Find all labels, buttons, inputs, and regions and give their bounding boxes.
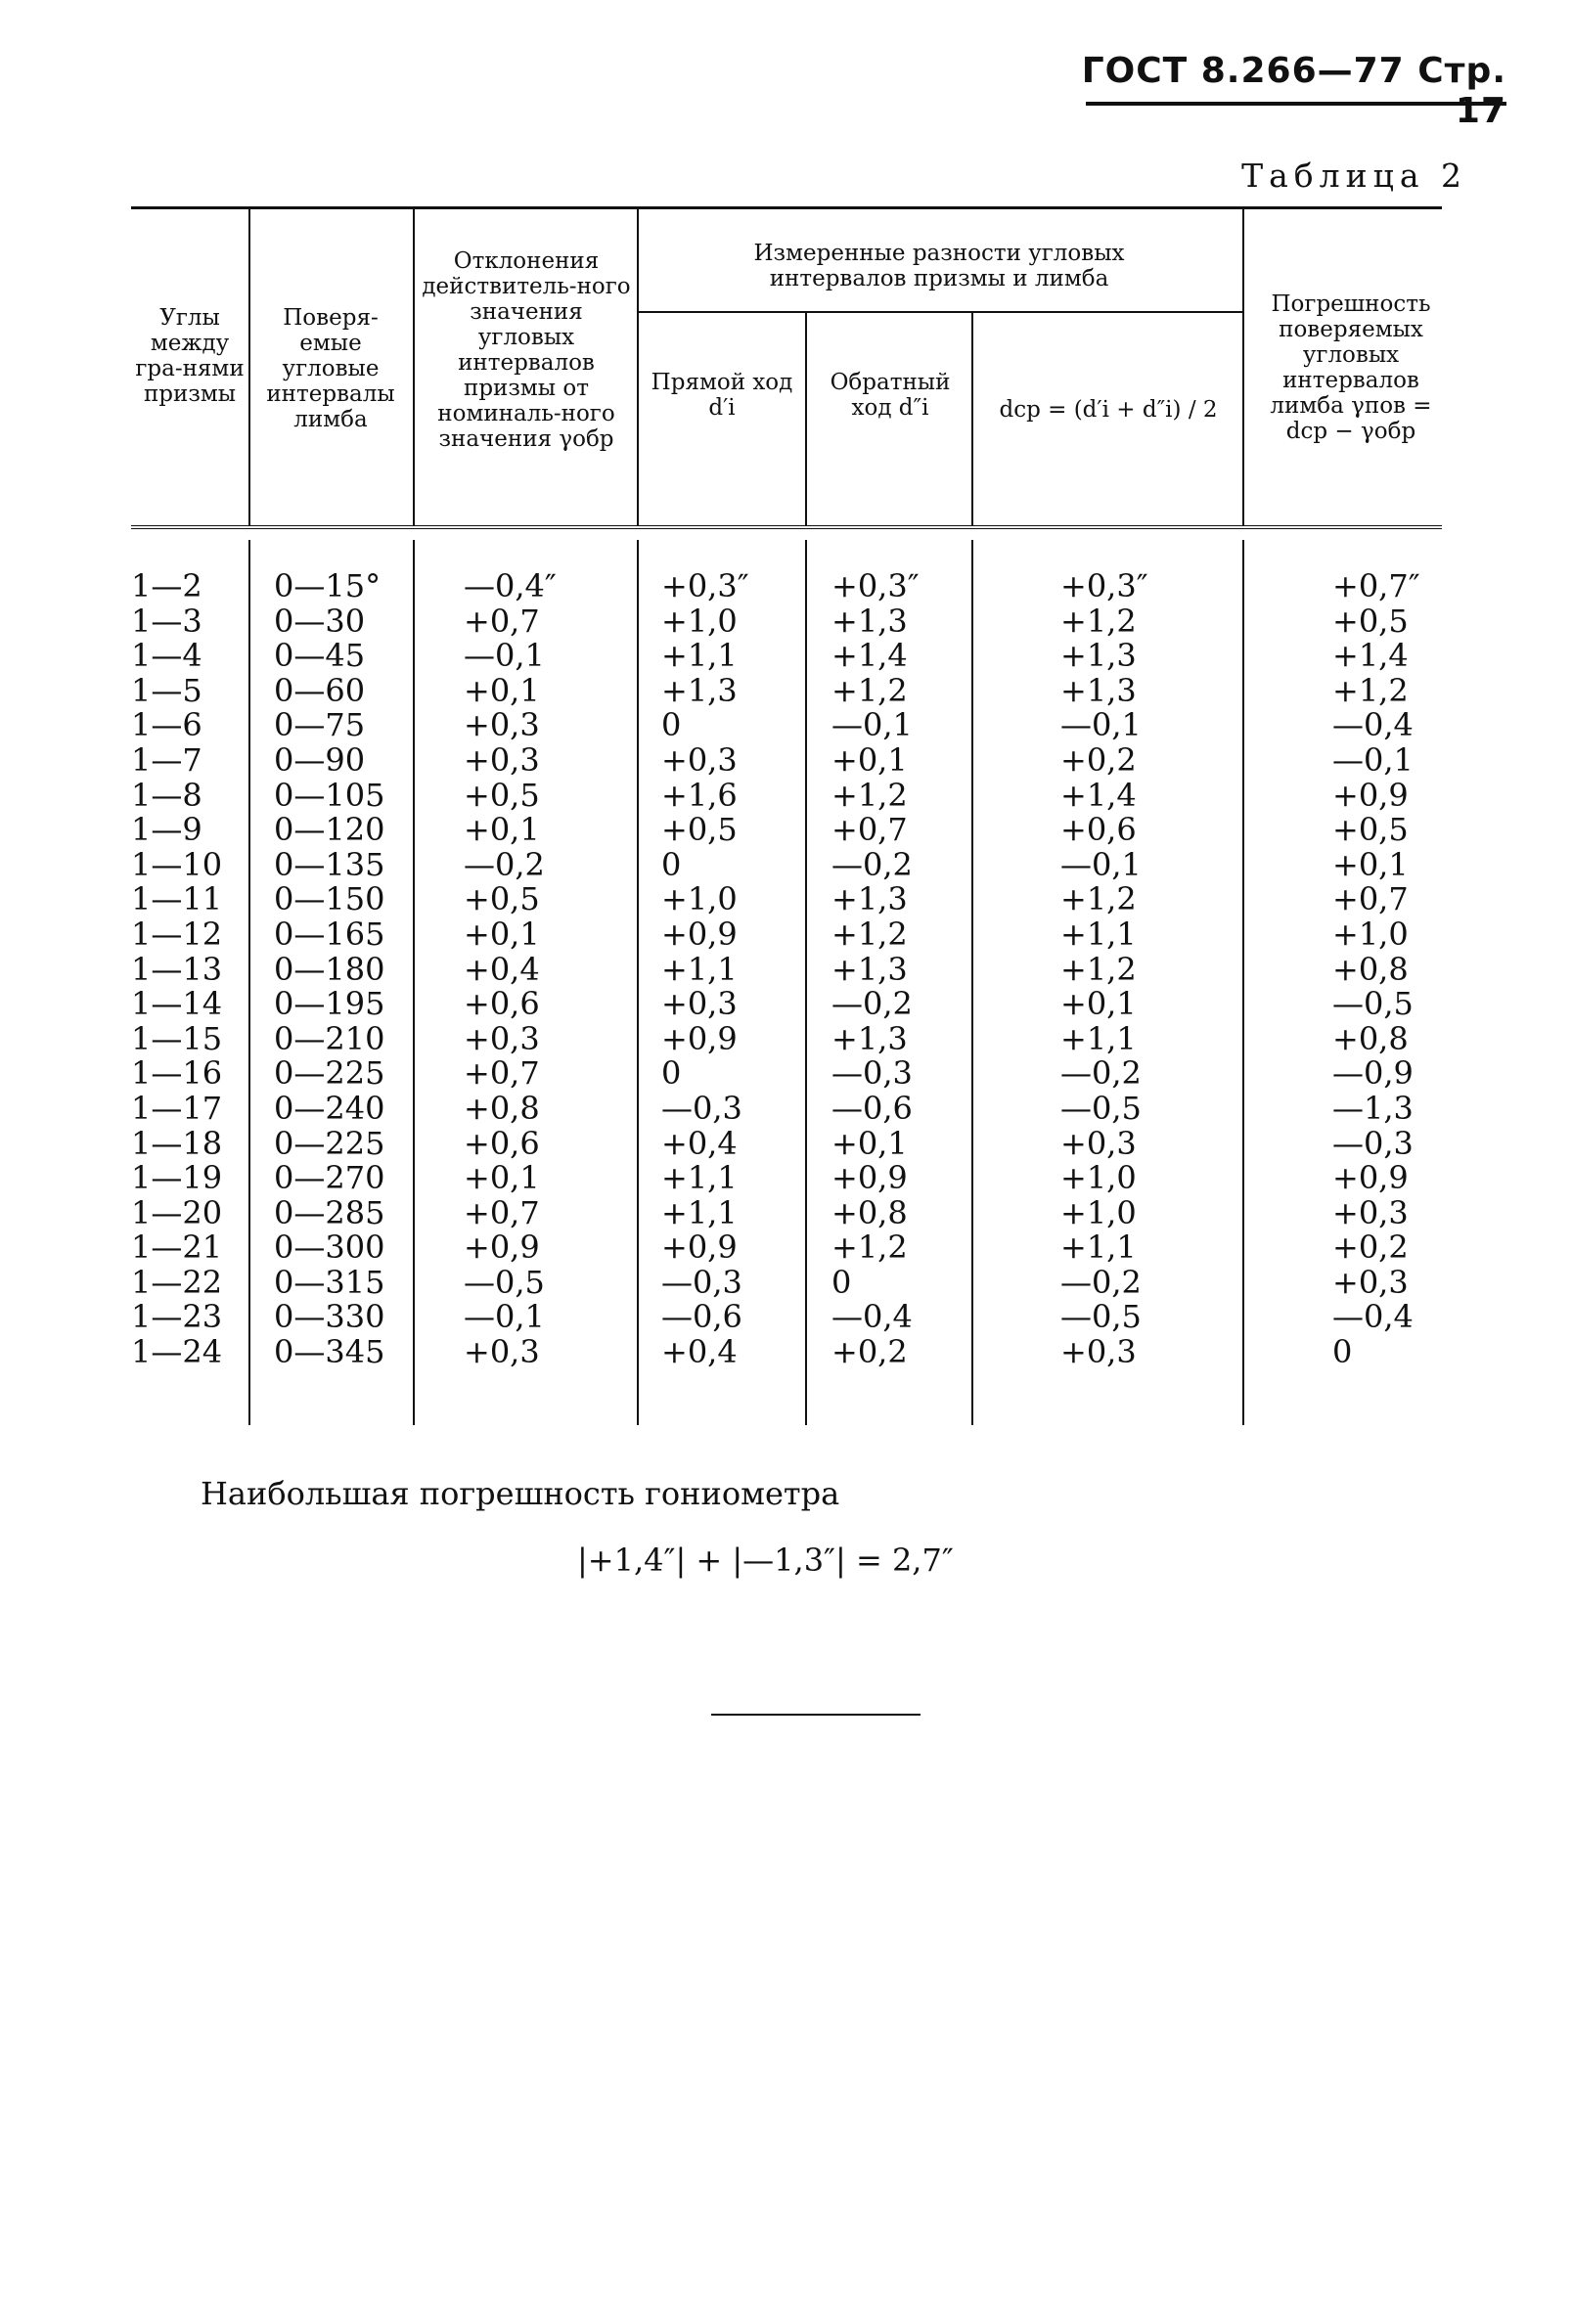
cell-mean: +1,1: [1060, 915, 1137, 953]
cell-mean: +1,0: [1060, 1193, 1137, 1231]
cell-angles: 1—2: [131, 567, 202, 604]
col-divider: [248, 206, 250, 525]
cell-mean: +0,2: [1060, 740, 1137, 779]
cell-angles: 1—16: [131, 1054, 223, 1093]
cell-interval: 0—75: [274, 706, 366, 744]
column-header-deviation: Отклонения действитель-ного значения угловых интервалов призмы от номиналь-ного значения γобр: [422, 248, 631, 452]
cell-reverse: —0,3: [831, 1054, 913, 1093]
cell-forward: +0,9: [661, 1019, 738, 1057]
cell-mean: +1,1: [1060, 1019, 1137, 1057]
cell-deviation: +0,1: [464, 915, 540, 953]
cell-error: —0,4: [1332, 1298, 1414, 1336]
cell-reverse: +0,9: [831, 1159, 908, 1197]
cell-forward: —0,6: [661, 1298, 742, 1336]
cell-error: +0,3: [1332, 1263, 1409, 1301]
cell-interval: 0—165: [274, 915, 385, 953]
cell-forward: +0,4: [661, 1333, 738, 1371]
cell-deviation: +0,3: [464, 1019, 540, 1057]
cell-interval: 0—30: [274, 602, 366, 640]
cell-mean: +0,6: [1060, 811, 1137, 849]
cell-deviation: +0,8: [464, 1089, 540, 1127]
cell-forward: +0,5: [661, 811, 738, 849]
cell-mean: +1,4: [1060, 776, 1137, 814]
table-row: [131, 1056, 1442, 1092]
cell-forward: +1,0: [661, 880, 738, 918]
cell-mean: +1,2: [1060, 950, 1137, 988]
cell-deviation: +0,4: [464, 950, 540, 988]
cell-mean: —0,1: [1060, 706, 1142, 744]
cell-reverse: +1,3: [831, 880, 908, 918]
cell-error: —0,3: [1332, 1124, 1414, 1162]
table-row: [131, 604, 1442, 640]
cell-forward: +1,6: [661, 776, 738, 814]
cell-error: +0,2: [1332, 1229, 1409, 1267]
cell-forward: +0,9: [661, 915, 738, 953]
cell-mean: +0,1: [1060, 985, 1137, 1023]
cell-angles: 1—5: [131, 671, 202, 709]
cell-error: 0: [1332, 1333, 1353, 1371]
table-row: [131, 671, 1442, 709]
table-row: [131, 1089, 1442, 1127]
cell-mean: +0,3: [1060, 1333, 1137, 1371]
table-row: [131, 1335, 1442, 1370]
cell-deviation: +0,1: [464, 671, 540, 709]
cell-reverse: +0,8: [831, 1193, 908, 1231]
cell-deviation: +0,1: [464, 1159, 540, 1197]
cell-deviation: +0,3: [464, 706, 540, 744]
cell-angles: 1—24: [131, 1333, 223, 1371]
cell-error: +0,7″: [1332, 567, 1420, 604]
cell-forward: —0,3: [661, 1263, 742, 1301]
cell-reverse: +1,2: [831, 776, 908, 814]
cell-interval: 0—90: [274, 740, 366, 779]
cell-forward: 0: [661, 1054, 682, 1093]
column-header-forward: Прямой ход d′i: [651, 370, 793, 421]
cell-interval: 0—345: [274, 1333, 385, 1371]
cell-mean: +1,2: [1060, 602, 1137, 640]
cell-angles: 1—6: [131, 706, 202, 744]
col-divider: [413, 206, 415, 525]
table-body: [131, 569, 1442, 1370]
cell-angles: 1—14: [131, 985, 223, 1023]
cell-mean: +1,3: [1060, 671, 1137, 709]
cell-mean: —0,2: [1060, 1263, 1142, 1301]
cell-error: —1,3: [1332, 1089, 1414, 1127]
table-row: [131, 987, 1442, 1022]
cell-deviation: —0,1: [464, 637, 545, 675]
cell-forward: —0,3: [661, 1089, 742, 1127]
table-row: [131, 950, 1442, 988]
cell-mean: +0,3: [1060, 1124, 1137, 1162]
cell-interval: 0—300: [274, 1229, 385, 1267]
cell-angles: 1—3: [131, 602, 202, 640]
cell-deviation: +0,7: [464, 1193, 540, 1231]
cell-forward: +0,4: [661, 1124, 738, 1162]
cell-deviation: —0,4″: [464, 567, 557, 604]
cell-mean: —0,5: [1060, 1089, 1142, 1127]
conclusion-text: Наибольшая погрешность гониометра: [201, 1475, 840, 1512]
cell-mean: —0,2: [1060, 1054, 1142, 1093]
cell-interval: 0—315: [274, 1263, 385, 1301]
cell-reverse: +0,2: [831, 1333, 908, 1371]
cell-reverse: +0,1: [831, 740, 908, 779]
table-row: [131, 776, 1442, 814]
column-header-measured-group: Измеренные разности угловых интервалов призмы и лимба: [753, 241, 1125, 291]
col-divider: [805, 313, 807, 525]
col-divider: [637, 206, 639, 525]
table-row: [131, 740, 1442, 779]
cell-angles: 1—11: [131, 880, 223, 918]
column-header-reverse: Обратный ход d″i: [830, 370, 951, 421]
cell-interval: 0—135: [274, 845, 385, 883]
page-header: ГОСТ 8.266—77 Стр. 17: [1081, 51, 1506, 131]
table-row: [131, 569, 1442, 604]
cell-mean: +1,3: [1060, 637, 1137, 675]
table-title: Таблица 2: [1241, 156, 1467, 195]
cell-interval: 0—285: [274, 1193, 385, 1231]
cell-interval: 0—45: [274, 637, 366, 675]
table-row: [131, 1019, 1442, 1057]
cell-error: —0,5: [1332, 985, 1414, 1023]
cell-mean: —0,5: [1060, 1298, 1142, 1336]
col-divider: [1242, 206, 1244, 525]
cell-error: —0,4: [1332, 706, 1414, 744]
table-row: [131, 845, 1442, 883]
cell-angles: 1—8: [131, 776, 202, 814]
cell-error: +1,0: [1332, 915, 1409, 953]
cell-error: +0,9: [1332, 776, 1409, 814]
cell-error: +0,1: [1332, 845, 1409, 883]
header-bottom-rule: [131, 525, 1442, 529]
cell-deviation: +0,9: [464, 1229, 540, 1267]
cell-forward: +0,3: [661, 740, 738, 779]
cell-reverse: +0,7: [831, 811, 908, 849]
cell-reverse: —0,4: [831, 1298, 913, 1336]
cell-error: +1,4: [1332, 637, 1409, 675]
cell-deviation: +0,6: [464, 1124, 540, 1162]
cell-reverse: +0,3″: [831, 567, 920, 604]
column-header-intervals: Поверя-емые угловые интервалы лимба: [266, 305, 395, 432]
cell-angles: 1—17: [131, 1089, 223, 1127]
cell-mean: +1,2: [1060, 880, 1137, 918]
cell-angles: 1—15: [131, 1019, 223, 1057]
cell-error: +0,7: [1332, 880, 1409, 918]
cell-error: +0,5: [1332, 602, 1409, 640]
cell-forward: +1,1: [661, 1159, 738, 1197]
cell-forward: +1,0: [661, 602, 738, 640]
cell-reverse: —0,1: [831, 706, 913, 744]
table-row: [131, 882, 1442, 917]
cell-deviation: +0,7: [464, 602, 540, 640]
cell-angles: 1—13: [131, 950, 223, 988]
table-top-rule: [131, 206, 1442, 209]
cell-mean: +1,1: [1060, 1229, 1137, 1267]
cell-mean: +1,0: [1060, 1159, 1137, 1197]
cell-interval: 0—180: [274, 950, 385, 988]
result-formula: |+1,4″| + |—1,3″| = 2,7″: [577, 1542, 954, 1579]
cell-forward: +1,1: [661, 950, 738, 988]
column-header-error: Погрешность поверяемых угловых интервалов лимба γпов = dср − γобр: [1270, 291, 1432, 444]
cell-angles: 1—21: [131, 1229, 223, 1267]
cell-angles: 1—20: [131, 1193, 223, 1231]
cell-angles: 1—7: [131, 740, 202, 779]
cell-reverse: —0,2: [831, 845, 913, 883]
table-row: [131, 1263, 1442, 1301]
cell-forward: 0: [661, 706, 682, 744]
cell-interval: 0—225: [274, 1054, 385, 1093]
table-row: [131, 917, 1442, 953]
cell-error: +0,8: [1332, 950, 1409, 988]
cell-reverse: +1,2: [831, 1229, 908, 1267]
table-row: [131, 813, 1442, 848]
cell-reverse: +1,3: [831, 950, 908, 988]
cell-reverse: +1,3: [831, 602, 908, 640]
cell-deviation: +0,1: [464, 811, 540, 849]
cell-interval: 0—150: [274, 880, 385, 918]
cell-deviation: +0,5: [464, 880, 540, 918]
cell-interval: 0—225: [274, 1124, 385, 1162]
cell-reverse: +1,2: [831, 915, 908, 953]
cell-interval: 0—60: [274, 671, 366, 709]
cell-angles: 1—10: [131, 845, 223, 883]
cell-forward: +0,3: [661, 985, 738, 1023]
cell-error: —0,1: [1332, 740, 1414, 779]
cell-interval: 0—210: [274, 1019, 385, 1057]
cell-deviation: —0,1: [464, 1298, 545, 1336]
cell-interval: 0—240: [274, 1089, 385, 1127]
cell-angles: 1—23: [131, 1298, 223, 1336]
cell-interval: 0—195: [274, 985, 385, 1023]
end-rule: [711, 1714, 921, 1716]
cell-deviation: +0,6: [464, 985, 540, 1023]
cell-forward: +0,3″: [661, 567, 749, 604]
cell-forward: +0,9: [661, 1229, 738, 1267]
cell-error: +0,9: [1332, 1159, 1409, 1197]
cell-angles: 1—4: [131, 637, 202, 675]
cell-interval: 0—15°: [274, 567, 382, 604]
cell-interval: 0—330: [274, 1298, 385, 1336]
cell-interval: 0—270: [274, 1159, 385, 1197]
group-rule: [638, 311, 1242, 313]
column-header-mean: dср = (d′i + d″i) / 2: [999, 397, 1218, 423]
table-row: [131, 1230, 1442, 1266]
cell-error: +0,3: [1332, 1193, 1409, 1231]
cell-deviation: +0,7: [464, 1054, 540, 1093]
cell-deviation: +0,5: [464, 776, 540, 814]
cell-deviation: +0,3: [464, 1333, 540, 1371]
cell-angles: 1—22: [131, 1263, 223, 1301]
table-row: [131, 639, 1442, 674]
table-row: [131, 1124, 1442, 1162]
cell-angles: 1—9: [131, 811, 202, 849]
cell-reverse: +0,1: [831, 1124, 908, 1162]
cell-reverse: +1,2: [831, 671, 908, 709]
cell-deviation: —0,5: [464, 1263, 545, 1301]
cell-forward: +1,3: [661, 671, 738, 709]
cell-reverse: +1,4: [831, 637, 908, 675]
header-rule: [1086, 102, 1506, 106]
cell-forward: 0: [661, 845, 682, 883]
cell-error: —0,9: [1332, 1054, 1414, 1093]
cell-deviation: —0,2: [464, 845, 545, 883]
cell-mean: +0,3″: [1060, 567, 1148, 604]
cell-error: +0,5: [1332, 811, 1409, 849]
column-header-angles: Углы между гра-нями призмы: [135, 305, 245, 407]
cell-reverse: +1,3: [831, 1019, 908, 1057]
table-row: [131, 708, 1442, 743]
cell-reverse: —0,2: [831, 985, 913, 1023]
table-row: [131, 1193, 1442, 1231]
cell-interval: 0—120: [274, 811, 385, 849]
cell-error: +1,2: [1332, 671, 1409, 709]
cell-reverse: —0,6: [831, 1089, 913, 1127]
table-row: [131, 1161, 1442, 1196]
table-row: [131, 1300, 1442, 1335]
cell-angles: 1—12: [131, 915, 223, 953]
cell-error: +0,8: [1332, 1019, 1409, 1057]
cell-forward: +1,1: [661, 637, 738, 675]
cell-interval: 0—105: [274, 776, 385, 814]
col-divider: [971, 313, 973, 525]
cell-mean: —0,1: [1060, 845, 1142, 883]
cell-angles: 1—19: [131, 1159, 223, 1197]
cell-forward: +1,1: [661, 1193, 738, 1231]
cell-reverse: 0: [831, 1263, 852, 1301]
cell-deviation: +0,3: [464, 740, 540, 779]
cell-angles: 1—18: [131, 1124, 223, 1162]
